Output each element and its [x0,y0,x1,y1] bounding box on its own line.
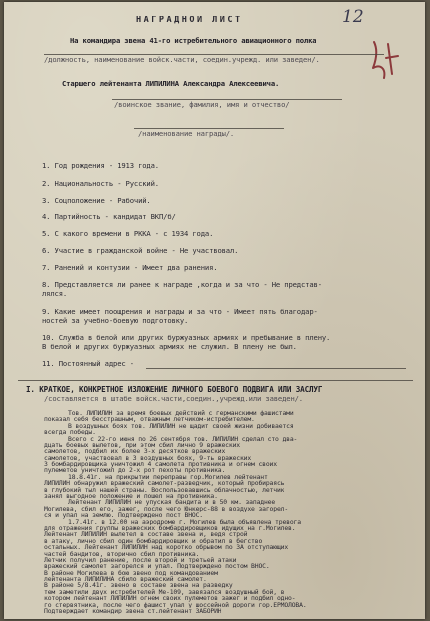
divider [44,54,384,55]
award-caption: /наименование награды/. [138,130,235,138]
narrative-line: показал себя бесстрашным, отважным летчиком-истребителем. [44,416,255,423]
position-caption: /должность, наименование войск.части, соедин.учрежд. или заведен/. [44,56,320,64]
red-pencil-mark [368,38,402,82]
narrative-line: самолетов, подбил их более 3-х десятков вражеских [44,448,226,455]
narrative-line: ся и упал на землю. Подтверждено пост ВНОС. [44,512,203,519]
question-white-army-cont: В белой и других буржуазных армиях не служил. В плену не был. [42,343,297,351]
narrative-line: Летчик получил ранение, после второй и третьей атаки [44,556,237,564]
narrative-line: 18.8.41г. на прикрытии переправы гор.Могилев лейтенант [68,473,268,481]
question-service-since: 5. С какого времени в РККА - с 1934 года. [42,230,214,238]
question-nationality: 2. Национальность - Русский. [42,180,159,188]
narrative-line: остальных. Лейтенант ЛИПИЛИН над коротко обрывом по ЗА отступающих [44,544,289,551]
narrative-line: 3 бомбардировщика уничтожил 4 самолета противника и огнем своих [44,461,277,468]
divider [112,99,342,100]
narrative-line: тем заметили двух истребителей Ме-109, завязался воздушный бой, в [44,588,285,596]
question-social-status: 3. Соцположение - Рабочий. [42,197,151,205]
divider [134,128,284,129]
question-party: 4. Партийность - кандидат ВКП/б/ [42,213,176,221]
narrative-line: Всего с 22-го июня по 26 сентября тов. ЛИПИЛИН сделал сто два- [68,435,298,442]
section-rule [18,380,413,381]
narrative-line: Могилева, сбил его, зажег, после чего Юнкерс-88 в воздухе загорел- [44,505,289,513]
narrative-line: В районе Могилева в бою звено под командованием [44,569,218,577]
recipient-name: Старшего лейтенанта ЛИПИЛИНА Александра Алексеевича. [62,80,280,88]
question-incentives-cont: ностей за учебно-боевую подготовку. [42,317,189,325]
document-title: НАГРАДНОЙ ЛИСТ [136,16,243,24]
narrative-line: Лейтенант ЛИПИЛИН не упуская бандита и в 50 км. западнее [68,499,276,506]
narrative-line: в глубокий тыл нашей страны. Воспользовавшись облачностью, летчик [44,486,285,494]
page-number: 12 [342,7,364,27]
narrative-line: самолетов, участвовал в 3 воздушных боях, 9-ть вражеских [44,454,252,462]
narrative-line: Лейтенант ЛИПИЛИН вылетел в составе звена и, ведя строй [44,531,248,538]
section-heading: I. КРАТКОЕ, КОНКРЕТНОЕ ИЗЛОЖЕНИЕ ЛИЧНОГО БОЕВОГО ПОДВИГА ИЛИ ЗАСЛУГ [26,386,323,394]
document-sheet [4,2,425,619]
question-prior-awards-cont: лялся. [42,290,68,298]
narrative-line: для отражения группы вражеских бомбардировщиков идущих на г.Могилев. [44,524,296,532]
rank-caption: /воинское звание, фамилия, имя и отчество/ [114,101,290,109]
narrative-line: всегда победы. [44,429,96,436]
narrative-line: В районе 5/8.41г. звено в составе звена на разведку [44,582,233,589]
narrative-line: дцать боевых вылетов, при этом сбил лично 9 вражеских [44,441,240,449]
narrative-line: пулеметов уничтожил до 2-х рот пехоты противника. [44,467,226,474]
section-subheading: /составляется в штабе войск.части,соедин.,учрежд.или заведен/. [44,395,303,403]
narrative-line: Подтверждает командир звена ст.лейтенант ЗАБОРИН [44,608,222,615]
narrative-line: Тов. ЛИПИЛИН за время боевых действий с германскими фашистами [68,410,294,417]
narrative-line: В воздушных боях тов. ЛИПИЛИН не щадит своей жизни добивается [68,422,294,430]
recipient-line: На командира звена 41-го истребительного авиационного полка [70,37,317,45]
narrative-line: частей бандитов, вторично сбил противника. [44,550,200,557]
question-white-army: 10. Служба в белой или других буржуазных армиях и пребывание в плену. [42,334,331,342]
narrative-line: занял выгодное положение и пошел на противника. [44,493,218,500]
narrative-line: в атаку, лично сбил один бомбардировщик и обратил в бегство [44,537,263,545]
question-incentives: 9. Какие имеет поощрения и награды и за что - Имеет пять благодар- [42,308,318,316]
narrative-line: котором лейтенант ЛИПИЛИН огнем своих пулеметов зажег и подбил одно- [44,595,296,602]
narrative-line: вражеский самолет загорелся и упал. Подтверждено постом ВНОС. [44,563,270,570]
question-civil-war: 6. Участие в гражданской войне - Не участвовал. [42,247,239,255]
narrative-line: лейтенанта ЛИПИЛИНА сбило вражеский самолет. [44,576,207,583]
narrative-line: ЛИПИЛИН обнаружил вражеский самолет-разведчик, который пробираясь [44,480,285,487]
question-wounds: 7. Ранений и контузии - Имеет два ранения. [42,264,218,272]
question-address: 11. Постоянный адрес - [42,360,134,368]
question-birth-year: 1. Год рождения - 1913 года. [42,162,159,170]
narrative-line: 1.7.41г. в 12.00 на аэродроме г. Могилев была объявлена тревога [68,518,301,525]
question-prior-awards: 8. Представляется ли ранее к награде ,когда и за что - Не представ- [42,281,322,289]
address-underline [146,368,406,369]
narrative-line: го стервятника, после чего фашист упал у шоссейной дороги гор.ЕРМОЛОВА. [44,601,307,609]
